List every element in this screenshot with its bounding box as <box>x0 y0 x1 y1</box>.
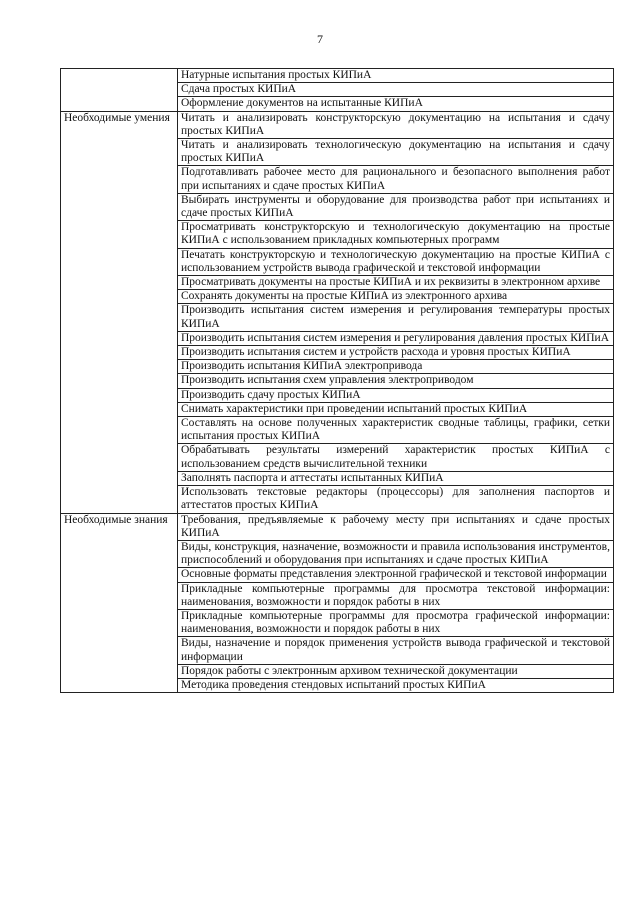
category-cell <box>61 486 178 513</box>
table-row <box>61 248 614 275</box>
table-row <box>61 471 614 485</box>
table-row <box>61 83 614 97</box>
table-row <box>61 139 614 166</box>
table-row <box>61 111 614 138</box>
category-cell <box>61 83 178 97</box>
item-cell: Снимать характеристики при проведении испытаний простых КИПиА <box>178 402 614 416</box>
item-cell: Обрабатывать результаты измерений характеристик простых КИПиА с использованием средств вычислительной техники <box>178 444 614 471</box>
table-row <box>61 374 614 388</box>
table-row <box>61 290 614 304</box>
table-row <box>61 402 614 416</box>
item-cell: Использовать текстовые редакторы (процессоры) для заполнения паспортов и аттестатов простых КИПиА <box>178 486 614 513</box>
category-cell <box>61 678 178 692</box>
table-row <box>61 568 614 582</box>
category-cell <box>61 471 178 485</box>
table-row <box>61 637 614 664</box>
item-cell: Сохранять документы на простые КИПиА из электронного архива <box>178 290 614 304</box>
table-row <box>61 678 614 692</box>
category-cell <box>61 582 178 609</box>
category-cell <box>61 664 178 678</box>
category-cell <box>61 374 178 388</box>
item-cell: Подготавливать рабочее место для рационального и безопасного выполнения работ при испытаниях и сдаче простых КИПиА <box>178 166 614 193</box>
category-cell <box>61 360 178 374</box>
item-cell: Производить испытания КИПиА электропривода <box>178 360 614 374</box>
page-number: 7 <box>317 32 323 46</box>
category-cell <box>61 166 178 193</box>
table-row <box>61 360 614 374</box>
item-cell: Читать и анализировать технологическую документацию на испытания и сдачу простых КИПиА <box>178 139 614 166</box>
item-cell: Виды, конструкция, назначение, возможности и правила использования инструментов, приспособлений и оборудования при испытаниях и сдаче простых КИПиА <box>178 540 614 567</box>
item-cell: Производить испытания систем измерения и регулирования давления простых КИПиА <box>178 331 614 345</box>
category-cell <box>61 193 178 220</box>
category-cell: Необходимые знания <box>61 513 178 540</box>
category-cell <box>61 97 178 111</box>
category-cell <box>61 290 178 304</box>
item-cell: Производить испытания схем управления электроприводом <box>178 374 614 388</box>
item-cell: Натурные испытания простых КИПиА <box>178 69 614 83</box>
item-cell: Производить испытания систем и устройств расхода и уровня простых КИПиА <box>178 346 614 360</box>
category-cell <box>61 139 178 166</box>
competency-table <box>60 68 614 693</box>
category-cell: Необходимые умения <box>61 111 178 138</box>
table-row <box>61 664 614 678</box>
table-row <box>61 540 614 567</box>
table-row <box>61 609 614 636</box>
item-cell: Методика проведения стендовых испытаний простых КИПиА <box>178 678 614 692</box>
category-cell <box>61 540 178 567</box>
table-row <box>61 221 614 248</box>
table-row <box>61 346 614 360</box>
category-cell <box>61 444 178 471</box>
category-cell <box>61 346 178 360</box>
item-cell: Читать и анализировать конструкторскую документацию на испытания и сдачу простых КИПиА <box>178 111 614 138</box>
item-cell: Составлять на основе полученных характеристик сводные таблицы, графики, сетки испытания простых КИПиА <box>178 417 614 444</box>
item-cell: Порядок работы с электронным архивом технической документации <box>178 664 614 678</box>
table-row <box>61 304 614 331</box>
item-cell: Производить испытания систем измерения и регулирования температуры простых КИПиА <box>178 304 614 331</box>
item-cell: Оформление документов на испытанные КИПиА <box>178 97 614 111</box>
item-cell: Виды, назначение и порядок применения устройств вывода графической и текстовой информации <box>178 637 614 664</box>
category-cell <box>61 568 178 582</box>
item-cell: Прикладные компьютерные программы для просмотра графической информации: наименования, возможности и порядок работы в них <box>178 609 614 636</box>
item-cell: Прикладные компьютерные программы для просмотра текстовой информации: наименования, возможности и порядок работы в них <box>178 582 614 609</box>
table-row <box>61 193 614 220</box>
category-cell <box>61 69 178 83</box>
item-cell: Заполнять паспорта и аттестаты испытанных КИПиА <box>178 471 614 485</box>
item-cell: Просматривать документы на простые КИПиА и их реквизиты в электронном архиве <box>178 276 614 290</box>
category-cell <box>61 388 178 402</box>
category-cell <box>61 221 178 248</box>
table-row <box>61 276 614 290</box>
category-cell <box>61 304 178 331</box>
table-body <box>61 69 614 693</box>
table-row <box>61 331 614 345</box>
table-row <box>61 513 614 540</box>
category-cell <box>61 331 178 345</box>
item-cell: Основные форматы представления электронной графической и текстовой информации <box>178 568 614 582</box>
item-cell: Просматривать конструкторскую и технологическую документацию на простые КИПиА с использованием прикладных компьютерных программ <box>178 221 614 248</box>
table-row <box>61 582 614 609</box>
table-row <box>61 166 614 193</box>
table-row <box>61 388 614 402</box>
item-cell: Требования, предъявляемые к рабочему месту при испытаниях и сдаче простых КИПиА <box>178 513 614 540</box>
category-cell <box>61 637 178 664</box>
table-row <box>61 69 614 83</box>
table-row <box>61 97 614 111</box>
table-row <box>61 486 614 513</box>
category-cell <box>61 417 178 444</box>
item-cell: Выбирать инструменты и оборудование для производства работ при испытаниях и сдаче простых КИПиА <box>178 193 614 220</box>
item-cell: Производить сдачу простых КИПиА <box>178 388 614 402</box>
table-row <box>61 444 614 471</box>
item-cell: Печатать конструкторскую и технологическую документацию на простые КИПиА с использованием устройств вывода графической и текстовой информации <box>178 248 614 275</box>
table-row <box>61 417 614 444</box>
item-cell: Сдача простых КИПиА <box>178 83 614 97</box>
category-cell <box>61 609 178 636</box>
category-cell <box>61 248 178 275</box>
category-cell <box>61 276 178 290</box>
category-cell <box>61 402 178 416</box>
